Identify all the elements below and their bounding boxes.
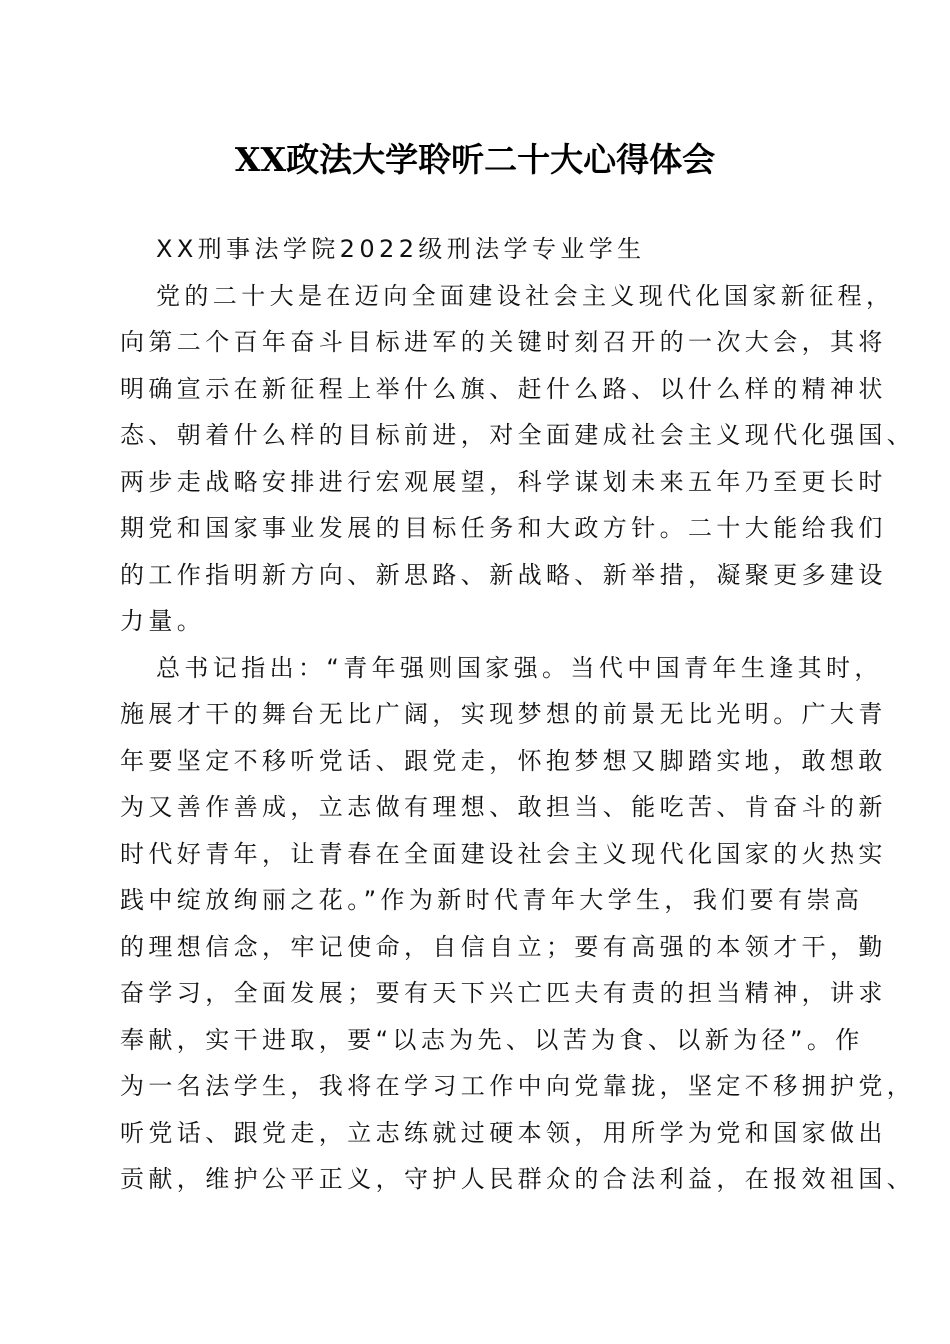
paragraph-line: 明确宣示在新征程上举什么旗、赶什么路、以什么样的精神状 [120,374,887,403]
paragraph-line: 两步走战略安排进行宏观展望，科学谋划未来五年乃至更长时 [120,467,887,496]
paragraph-line: 为又善作善成，立志做有理想、敢担当、能吃苦、肯奋斗的新 [120,793,887,821]
paragraph-line: 贡献，维护公平正义，守护人民群众的合法利益，在报效祖国、 [120,1165,916,1193]
paragraph-line: 态、朝着什么样的目标前进，对全面建成社会主义现代化强国、 [120,421,916,449]
author-line: XX刑事法学院2022级刑法学专业学生 [156,235,646,263]
paragraph-line: 奉献，实干进取，要“以志为先、以苦为食、以新为径”。作 [120,1025,864,1054]
paragraph-line: 期党和国家事业发展的目标任务和大政方针。二十大能给我们 [120,514,887,542]
paragraph-line: 奋学习，全面发展；要有天下兴亡匹夫有责的担当精神，讲求 [120,979,887,1007]
document-title: XX政法大学聆听二十大心得体会 [234,140,716,179]
paragraph-line: 听党话、跟党走，立志练就过硬本领，用所学为党和国家做出 [120,1118,887,1147]
document-body [120,226,916,1203]
paragraph-line: 践中绽放绚丽之花。”作为新时代青年大学生，我们要有崇高 [120,886,864,914]
paragraph-line: 力量。 [120,607,206,635]
paragraph-line: 为一名法学生，我将在学习工作中向党靠拢，坚定不移拥护党， [120,1072,916,1100]
paragraph-line: 时代好青年，让青春在全面建设社会主义现代化国家的火热实 [120,839,887,868]
paragraph-line: 总书记指出：“青年强则国家强。当代中国青年生逢其时， [156,653,883,682]
paragraph-2 [120,645,916,1203]
paragraph-line: 党的二十大是在迈向全面建设社会主义现代化国家新征程， [156,281,895,310]
paragraph-line: 年要坚定不移听党话、跟党走，怀抱梦想又脚踏实地，敢想敢 [120,746,887,775]
paragraph-line: 施展才干的舞台无比广阔，实现梦想的前景无比光明。广大青 [120,700,887,728]
paragraph-1 [120,273,916,645]
paragraph-line: 的理想信念，牢记使命，自信自立；要有高强的本领才干，勤 [120,932,887,961]
paragraph-line: 向第二个百年奋斗目标进军的关键时刻召开的一次大会，其将 [120,328,887,356]
paragraph-line: 的工作指明新方向、新思路、新战略、新举措，凝聚更多建设 [120,560,887,589]
